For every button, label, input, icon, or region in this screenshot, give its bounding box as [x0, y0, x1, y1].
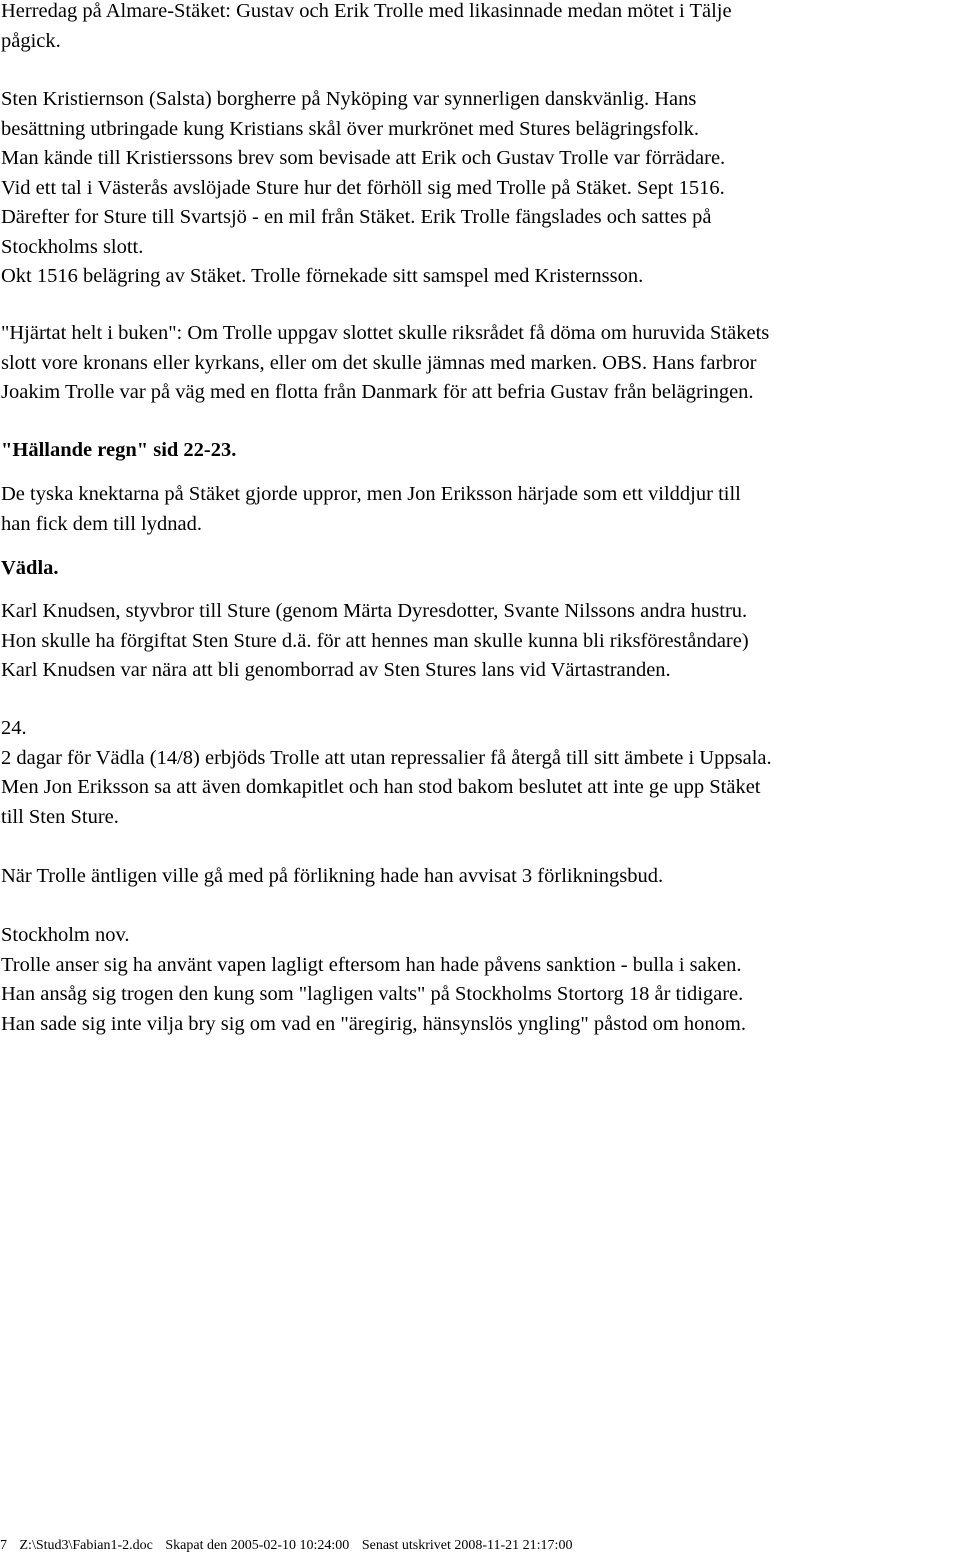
text-line: Man kände till Kristierssons brev som bevisade att Erik och Gustav Trolle var förrädare. [1, 147, 726, 169]
paragraph-5 [1, 597, 959, 686]
section-heading-vadla [1, 554, 959, 584]
text-line: Han sade sig inte vilja bry sig om vad en "äregirig, hänsynslös yngling" påstod om honom. [1, 1012, 746, 1035]
text-line: han fick dem till lydnad. [1, 512, 202, 535]
page-footer [0, 1537, 960, 1555]
text-line: besättning utbringade kung Kristians skål över murkrönet med Stures belägringsfolk. [1, 117, 700, 140]
text-line: Trolle anser sig ha använt vapen lagligt eftersom han hade påvens sanktion - bulla i saken. [1, 953, 742, 976]
text-line: Vid ett tal i Västerås avslöjade Sture hur det förhöll sig med Trolle på Stäket. Sept 1516. [1, 176, 725, 199]
text-line: pågick. [1, 29, 61, 52]
text-line: Okt 1516 belägring av Stäket. Trolle förnekade sitt samspel med Kristernsson. [1, 265, 644, 287]
heading-text: "Hällande regn" sid 22-23. [1, 439, 237, 461]
text-line: 2 dagar för Vädla (14/8) erbjöds Trolle att utan repressalier få återgå till sitt ämbete i Uppsala. [1, 746, 772, 769]
text-line: Men Jon Eriksson sa att även domkapitlet och han stod bakom beslutet att inte ge upp Stäket [1, 776, 761, 798]
text-line: Herredag på Almare-Stäket: Gustav och Erik Trolle med likasinnade medan mötet i Tälje [1, 0, 732, 22]
created-date: Skapat den 2005-02-10 10:24:00 [165, 1538, 350, 1553]
paragraph-2 [1, 85, 959, 292]
paragraph-7 [1, 862, 959, 892]
heading-text: Vädla. [1, 557, 59, 579]
text-line: Karl Knudsen var nära att bli genomborrad av Sten Stures lans vid Värtastranden. [1, 659, 671, 681]
text-line: "Hjärtat helt i buken": Om Trolle uppgav slottet skulle riksrådet få döma om huruvida Stäkets [1, 322, 770, 344]
text-line: Joakim Trolle var på väg med en flotta från Danmark för att befria Gustav från belägringen. [1, 381, 754, 403]
text-line: De tyska knektarna på Stäket gjorde uppror, men Jon Eriksson härjade som ett vilddjur till [1, 483, 741, 505]
paragraph-8 [1, 921, 959, 1039]
text-line: Därefter for Sture till Svartsjö - en mil från Stäket. Erik Trolle fängslades och sattes på [1, 206, 712, 228]
paragraph-3 [1, 319, 959, 408]
text-line: Karl Knudsen, styvbror till Sture (genom Märta Dyresdotter, Svante Nilssons andra hustru. [1, 600, 748, 622]
text-line: Han ansåg sig trogen den kung som "lagligen valts" på Stockholms Stortorg 18 år tidigare. [1, 983, 744, 1005]
text-line: Stockholm nov. [1, 924, 130, 946]
text-line: Stockholms slott. [1, 235, 144, 258]
text-line: till Sten Sture. [1, 805, 119, 828]
text-line: slott vore kronans eller kyrkans, eller om det skulle jämnas med marken. OBS. Hans farbror [1, 351, 757, 374]
paragraph-1 [1, 0, 959, 56]
text-line: Hon skulle ha förgiftat Sten Sture d.ä. för att hennes man skulle kunna bli riksföreståndare) [1, 629, 749, 652]
printed-date: Senast utskrivet 2008-11-21 21:17:00 [361, 1538, 573, 1553]
text-line: När Trolle äntligen ville gå med på förlikning hade han avvisat 3 förlikningsbud. [1, 865, 664, 887]
paragraph-6 [1, 714, 959, 832]
text-line: Sten Kristiernson (Salsta) borgherre på Nyköping var synnerligen danskvänlig. Hans [1, 88, 697, 110]
text-line: 24. [1, 717, 27, 739]
paragraph-4 [1, 480, 959, 539]
file-path: Z:\Stud3\Fabian1-2.doc [19, 1538, 153, 1553]
section-heading-hallande-regn [1, 436, 959, 466]
page-number: 7 [0, 1538, 7, 1553]
